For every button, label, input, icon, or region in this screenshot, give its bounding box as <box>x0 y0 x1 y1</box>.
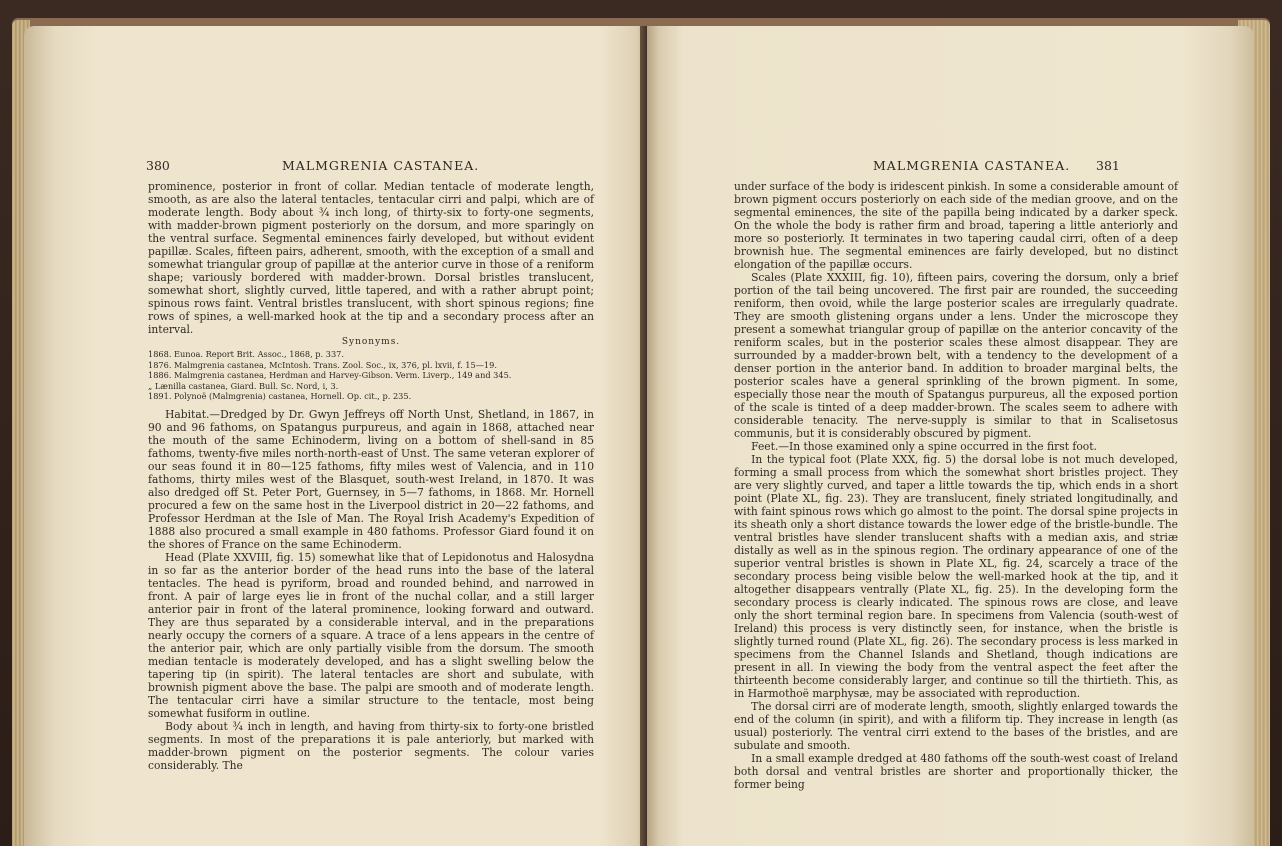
page-number: 380 <box>146 158 170 173</box>
paragraph: under surface of the body is iridescent pinkish. In some a considerable amount of brown pigment occurs posteriorly on each side of the median groove, and on the segmental eminences, the site of the papilla being indicated by a darker speck. On the whole the body is rather firm and broad, tapering a little anteriorly and more so posteriorly. It terminates in two tapering caudal cirri, often of a deep brownish hue. The segmental eminences are fairly developed, but no distinct elongation of the papillæ occurs. <box>734 180 1178 271</box>
synonym-entry: 1891. Polynoë (Malmgrenia) castanea, Hornell. Op. cit., p. 235. <box>148 391 412 401</box>
synonym-entry: 1886. Malmgrenia castanea, Herdman and Harvey-Gibson. Verm. Liverp., 149 and 345. <box>148 370 512 380</box>
running-head: MALMGRENIA CASTANEA. <box>873 158 1071 173</box>
paragraph: Body about ¾ inch in length, and having from thirty-six to forty-one bristled segments. In most of the preparations it is pale anteriorly, but marked with madder-brown pigment on the posterior segments. The colour varies considerably. The <box>148 719 594 772</box>
paragraph: In the typical foot (Plate XXX, fig. 5) the dorsal lobe is not much developed, forming a small process from which the somewhat short bristles project. They are very slightly curved, and taper a little towards the tip, which ends in a short point (Plate XL, fig. 23). They are translucent, finely striated longitudinally, and with faint spinous rows which go almost to the point. The dorsal spine projects in its sheath only a short distance towards the lower edge of the bristle-bundle. The ventral bristles have slender translucent shafts with a median axis, and striæ distally as well as in the spinous region. The ordinary appearance of one of the superior ventral bristles is shown in Plate XL, fig. 24, scarcely a trace of the secondary process being visible below the well-marked hook at the tip, and it altogether disappears ventrally (Plate XL, fig. 25). In the developing form the secondary process is clearly indicated. The spinous rows are close, and leave only the short terminal region bare. In specimens from Valencia (south-west of Ireland) this process is very distinctly seen, for instance, when the bristle is slightly turned round (Plate XL, fig. 26). The secondary process is less marked in specimens from the Channel Islands and Shetland, though indications are present in all. In viewing the body from the ventral aspect the feet after the thirteenth become considerably larger, and continue so till the thirtieth. This, as in Harmothoë marphysæ, may be associated with reproduction. <box>734 453 1178 700</box>
paragraph: Head (Plate XXVIII, fig. 15) somewhat like that of Lepidonotus and Halosydna in so far as the anterior border of the head runs into the base of the lateral tentacles. The head is pyriform, broad and rounded behind, and narrowed in front. A pair of large eyes lie in front of the nuchal collar, and a still larger anterior pair in front of the lateral prominence, looking forward and outward. They are thus separated by a considerable interval, and in the preparations nearly occupy the corners of a square. A trace of a lens appears in the centre of the anterior pair, which are only partially visible from the dorsum. The smooth median tentacle is moderately developed, and has a slight swelling below the tapering tip (in spirit). The lateral tentacles are short and subulate, with brownish pigment above the base. The palpi are smooth and of moderate length. The tentacular cirri have a similar structure to the tentacle, most being somewhat fusiform in outline. <box>148 550 594 720</box>
synonym-entry: 1876. Malmgrenia castanea, McIntosh. Trans. Zool. Soc., ix, 376, pl. lxvii, f. 15—19. <box>148 359 497 370</box>
paragraph: Habitat.—Dredged by Dr. Gwyn Jeffreys off North Unst, Shetland, in 1867, in 90 and 96 fathoms, on Spatangus purpureus, and again in 1868, attached near the mouth of the same Echinoderm, living on a bottom of shell-sand in 85 fathoms, twenty-five miles north-north-east of Unst. The same veteran explorer of our seas found it in 80—125 fathoms, fifty miles west of Valencia, and in 110 fathoms, thirty miles west of the Blasquet, south-west Ireland, in 1870. It was also dredged off St. Peter Port, Guernsey, in 5—7 fathoms, in 1868. Mr. Hornell procured a few on the same host in the Liverpool district in 20—22 fathoms, and Professor Herdman at the Isle of Man. The Royal Irish Academy's Expedition of 1888 also procured a small example in 480 fathoms. Professor Giard found it on the shores of France on the same Echinoderm. <box>148 407 594 551</box>
synonyms-list <box>148 349 594 402</box>
synonym-entry: „ Lænilla castanea, Giard. Bull. Sc. Nord, i, 3. <box>148 380 339 391</box>
synonym-entry: 1868. Eunoa. Report Brit. Assoc., 1868, p. 337. <box>148 349 344 359</box>
synonyms-heading: Synonyms. <box>341 337 401 347</box>
left-page <box>24 26 649 846</box>
paragraph: Scales (Plate XXXIII, fig. 10), fifteen pairs, covering the dorsum, only a brief portion of the tail being uncovered. The first pair are rounded, the succeeding reniform, then ovoid, while the large posterior scales are irregularly quadrate. They are smooth glistening organs under a lens. Under the microscope they present a somewhat triangular group of papillæ on the anterior concavity of the reniform scales, but in the posterior scales these almost disappear. They are surrounded by a madder-brown belt, with a tendency to the development of a denser portion in the anterior band. In addition to broader marginal belts, the posterior scales have a general sprinkling of the brown pigment. In some, especially those near the mouth of Spatangus purpureus, all the exposed portion of the scale is tinted of a deep madder-brown. The scales seem to adhere with considerable tenacity. The nerve-supply is similar to that in Scalisetosus communis, but it is considerably obscured by pigment. <box>734 271 1178 440</box>
right-text-block <box>734 180 1178 791</box>
page-number: 381 <box>1096 158 1120 173</box>
paragraph: Feet.—In those examined only a spine occurred in the first foot. <box>751 440 1097 453</box>
right-page <box>647 26 1254 846</box>
paragraph: The dorsal cirri are of moderate length, smooth, slightly enlarged towards the end of the column (in spirit), and with a filiform tip. They increase in length (as usual) posteriorly. The ventral cirri extend to the bases of the bristles, and are subulate and smooth. <box>734 700 1178 752</box>
paragraph: prominence, posterior in front of collar. Median tentacle of moderate length, smooth, as are also the lateral tentacles, tentacular cirri and palpi, which are of moderate length. Body about ¾ inch long, of thirty-six to forty-one segments, with madder-brown pigment posteriorly on the dorsum, and more sparingly on the ventral surface. Segmental eminences fairly developed, but without evident papillæ. Scales, fifteen pairs, adherent, smooth, with the exception of a small and somewhat triangular group of papillæ at the anterior curve in those of a reniform shape; variously bordered with madder-brown. Dorsal bristles translucent, somewhat short, slightly curved, little tapered, and with a rather abrupt point; spinous rows faint. Ventral bristles translucent, with short spinous regions; fine rows of spines, a well-marked hook at the tip and a secondary process after an interval. <box>148 180 594 336</box>
running-head: MALMGRENIA CASTANEA. <box>282 158 480 173</box>
paragraph: In a small example dredged at 480 fathoms off the south-west coast of Ireland both dorsal and ventral bristles are shorter and proportionally thicker, the former being <box>734 752 1178 791</box>
left-text-block <box>148 180 594 772</box>
